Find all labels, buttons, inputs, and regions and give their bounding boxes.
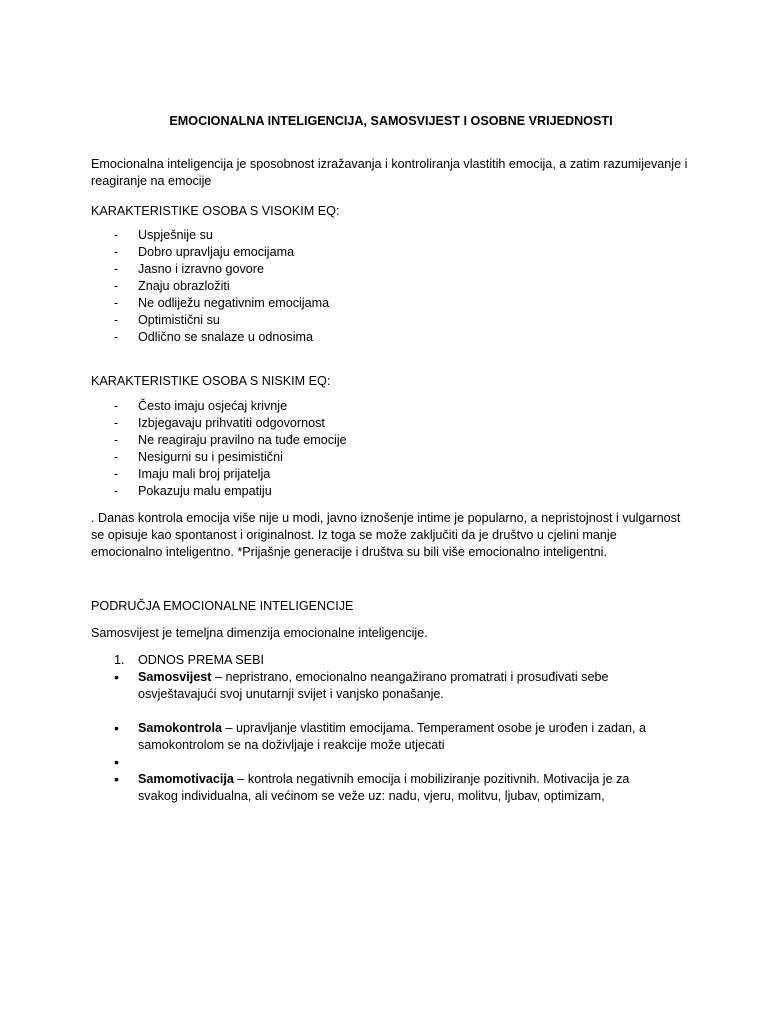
body-paragraph: . Danas kontrola emocija više nije u modi, javno iznošenje intime je popularno, a nepristojnost i vulgarnost se opisuje kao spontanost i originalnost. Iz toga se može zaključiti da je društvo u cjelini manje emocionalno inteligentno. *Prijašnje generacije i društva su bili više emocionalno inteligentni.	[91, 511, 681, 559]
list-item: - Ne odliježu negativnim emocijama	[114, 296, 330, 310]
dash-marker: -	[114, 296, 119, 310]
list-item: - Pokazuju malu empatiju	[114, 484, 272, 498]
intro-paragraph: Emocionalna inteligencija je sposobnost izražavanja i kontroliranja vlastitih emocija, a zatim razumijevanje i reagiranje na emocije	[91, 157, 688, 188]
dash-marker: -	[114, 433, 119, 447]
item-label: ODNOS PREMA SEBI	[138, 653, 264, 667]
term-text: – nepristrano, emocionalno neangažirano promatrati i prosuđivati sebe osvještavajući svoj unutarnji svijet i vanjsko ponašanje.	[138, 670, 609, 701]
bullet-list	[91, 669, 651, 805]
list-item	[91, 720, 651, 754]
dash-marker: -	[114, 330, 119, 344]
list-item: - Znaju obrazložiti	[114, 279, 230, 293]
areas-heading: PODRUČJA EMOCIONALNE INTELIGENCIJE	[91, 599, 354, 613]
dash-marker: -	[114, 228, 119, 242]
term-text: – upravljanje vlastitim emocijama. Temperament osobe je urođen i zadan, a samokontrolom se na doživljaje i reakcije može utjecati	[138, 721, 646, 752]
term: Samomotivacija	[138, 772, 234, 786]
dash-marker: -	[114, 416, 119, 430]
term: Samokontrola	[138, 721, 222, 735]
bullet-marker: •	[114, 754, 119, 770]
bullet-marker: •	[114, 669, 119, 685]
areas-intro: Samosvijest je temeljna dimenzija emocionalne inteligencije.	[91, 626, 428, 640]
list-item	[91, 669, 651, 720]
list-item: - Nesigurni su i pesimistični	[114, 450, 283, 464]
document-title: EMOCIONALNA INTELIGENCIJA, SAMOSVIJEST I OSOBNE VRIJEDNOSTI	[169, 114, 613, 128]
bullet-marker: •	[114, 720, 119, 736]
list-item: - Imaju mali broj prijatelja	[114, 467, 271, 481]
list-item	[91, 771, 651, 805]
dash-marker: -	[114, 450, 119, 464]
high-eq-list	[91, 227, 651, 346]
item-number: 1.	[114, 653, 125, 667]
list-item: - Odlično se snalaze u odnosima	[114, 330, 314, 344]
list-item: - Ne reagiraju pravilno na tuđe emocije	[114, 433, 347, 447]
dash-marker: -	[114, 262, 119, 276]
list-item: - Jasno i izravno govore	[114, 262, 265, 276]
list-item: - Uspješnije su	[114, 228, 213, 242]
high-eq-heading: KARAKTERISTIKE OSOBA S VISOKIM EQ:	[91, 204, 340, 218]
low-eq-heading: KARAKTERISTIKE OSOBA S NISKIM EQ:	[91, 374, 331, 388]
list-item: - Često imaju osjećaj krivnje	[114, 399, 288, 413]
dash-marker: -	[114, 245, 119, 259]
dash-marker: -	[114, 467, 119, 481]
list-item	[91, 754, 651, 771]
dash-marker: -	[114, 313, 119, 327]
list-item: - Izbjegavaju prihvatiti odgovornost	[114, 416, 325, 430]
list-item: - Optimistični su	[114, 313, 220, 327]
term-text: – kontrola negativnih emocija i mobiliziranje pozitivnih. Motivacija je za svakog individualna, ali većinom se veže uz: nadu, vjeru, molitvu, ljubav, optimizam,	[138, 772, 630, 803]
dash-marker: -	[114, 484, 119, 498]
dash-marker: -	[114, 279, 119, 293]
low-eq-list	[91, 398, 651, 500]
dash-marker: -	[114, 399, 119, 413]
list-item: - Dobro upravljaju emocijama	[114, 245, 295, 259]
term: Samosvijest	[138, 670, 212, 684]
bullet-marker: •	[114, 771, 119, 787]
